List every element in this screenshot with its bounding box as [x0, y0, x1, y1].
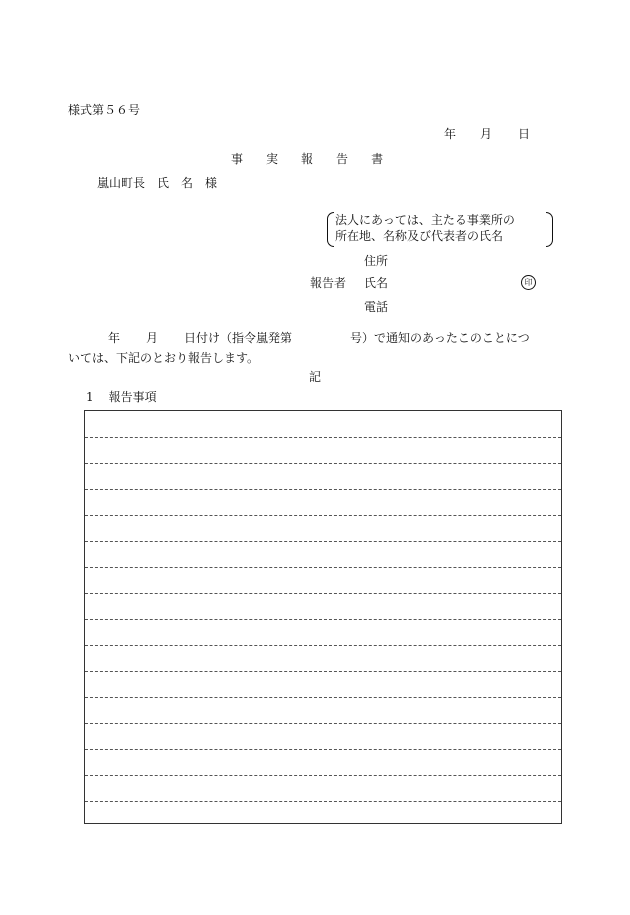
title-char: 告 [336, 152, 349, 166]
ruled-line [85, 515, 561, 516]
reporter-label: 報告者 [310, 276, 347, 290]
ruled-line [85, 619, 561, 620]
ruled-line [85, 801, 561, 802]
ruled-line [85, 593, 561, 594]
ruled-line [85, 671, 561, 672]
addressee-name-label-2: 名 [181, 176, 194, 190]
left-bracket [327, 212, 334, 247]
form-number: 様式第５６号 [68, 103, 141, 117]
ruled-line [85, 645, 561, 646]
ruled-line [85, 489, 561, 490]
title-char: 事 [231, 152, 244, 166]
ruled-line [85, 723, 561, 724]
ruled-line [85, 775, 561, 776]
seal-mark: 印 [521, 275, 536, 290]
corporate-note [327, 211, 553, 247]
ki-heading: 記 [309, 370, 322, 384]
date-month-label: 月 [480, 127, 493, 141]
corporate-note-line2: 所在地、名称及び代表者の氏名 [335, 229, 504, 243]
ruled-line [85, 697, 561, 698]
ruled-line [85, 749, 561, 750]
body-month: 月 [146, 331, 159, 345]
corporate-note-line1: 法人にあっては、主たる事業所の [335, 213, 515, 227]
right-bracket [546, 212, 553, 247]
title-char: 書 [371, 152, 384, 166]
ruled-line [85, 541, 561, 542]
phone-label: 電話 [364, 300, 389, 314]
date-line [444, 127, 530, 141]
addressee-honorific: 様 [205, 176, 218, 190]
section-heading [86, 390, 172, 404]
section-title: 報告事項 [108, 390, 157, 404]
ruled-line [85, 437, 561, 438]
date-year-label: 年 [444, 127, 457, 141]
name-label: 氏名 [364, 276, 389, 290]
addressee-office: 嵐山町長 [97, 176, 146, 190]
section-number: 1 [86, 390, 94, 404]
body-paragraph [68, 328, 568, 368]
report-entry-box[interactable] [84, 410, 562, 824]
addressee [97, 176, 229, 190]
body-year: 年 [108, 331, 121, 345]
title-char: 報 [301, 152, 314, 166]
ruled-line [85, 463, 561, 464]
address-label: 住所 [364, 254, 389, 268]
ruled-line [85, 567, 561, 568]
document-title [231, 152, 406, 166]
addressee-name-label-1: 氏 [157, 176, 170, 190]
body-day-ref: 日付け（指令嵐発第 [184, 331, 293, 345]
body-number-suffix: 号）で通知のあったこのことにつ [350, 331, 530, 345]
body-line-2: いては、下記のとおり報告します。 [68, 351, 260, 365]
body-line-1 [68, 328, 568, 348]
title-char: 実 [266, 152, 279, 166]
date-day-label: 日 [518, 127, 531, 141]
